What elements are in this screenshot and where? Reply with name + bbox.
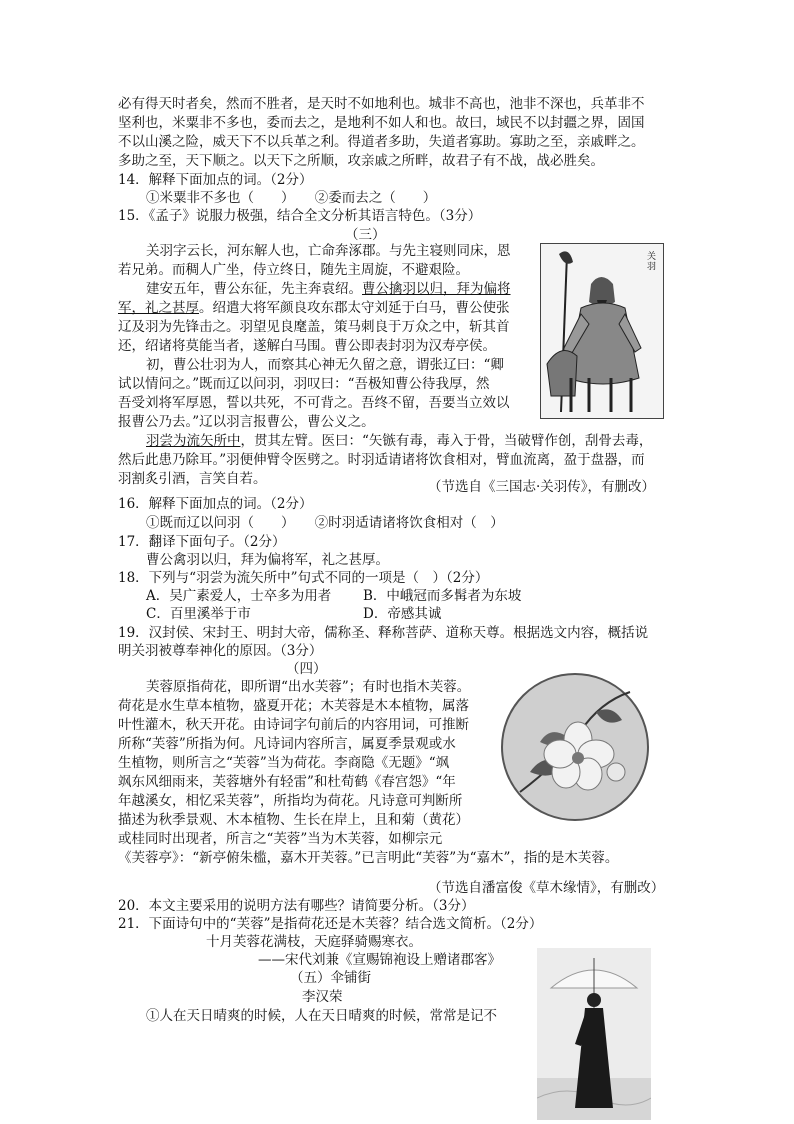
question-19-cont: 明关羽被尊奉神化的原因。（3分） <box>118 643 323 659</box>
text-line: 然后此患乃除耳。”羽便伸臂令医劈之。时羽适请诸将饮食相对，臂血流离，盈于盘器，而 <box>118 452 645 468</box>
text-line: 关羽字云长，河东解人也，亡命奔涿郡。与先主寝则同床，恩 <box>146 243 511 259</box>
text-line: 试以情问之。”既而辽以问羽，羽叹曰：“吾极知曹公待我厚，然 <box>118 376 490 392</box>
text-line <box>146 281 511 298</box>
source-note: （节选自《三国志·关羽传》，有删改） <box>428 479 656 495</box>
text-line: 不以山溪之险，威天下不以兵革之利。得道者多助，失道者寡助。寡助之至，亲戚畔之。 <box>118 134 645 150</box>
question-14-items: ①米粟非不多也（ ） ②委而去之（ ） <box>146 190 437 206</box>
question-21: 21．下面诗句中的“芙蓉”是指荷花还是木芙蓉？结合选文简析。（2分） <box>118 916 543 932</box>
underlined-sentence: 曹公擒羽以归，拜为偏将 <box>362 281 511 297</box>
question-15: 15．《孟子》说服力极强，结合全文分析其语言特色。（3分） <box>118 208 482 224</box>
section-heading: （四） <box>286 661 327 677</box>
text-line: 若兄弟。而稠人广坐，侍立终日，随先主周旋，不避艰险。 <box>118 262 469 278</box>
text-line: 或桂同时出现者，所言之“芙蓉”当为木芙蓉，如柳宗元 <box>118 831 443 847</box>
text-line: 必有得天时者矣，然而不胜者，是天时不如地利也。城非不高也，池非不深也，兵革非不 <box>118 96 645 112</box>
text-line <box>146 433 652 450</box>
text-line: 吾受刘将军厚恩，誓以共死，不可背之。吾终不留，吾要当立效以 <box>118 395 510 411</box>
question-16: 16．解释下面加点的词。（2分） <box>118 496 313 512</box>
text-line: 所称“芙蓉”所指为何。凡诗词内容所言，属夏季景观或水 <box>118 736 456 752</box>
umbrella-figure-icon <box>537 948 651 1120</box>
underlined-sentence: 羽尝为流矢所中 <box>146 433 241 449</box>
question-18-option-d: D．帝感其诚 <box>363 606 442 622</box>
text-span: ，贯其左臂。医曰：“矢镞有毒，毒入于骨，当破臂作创，刮骨去毒， <box>240 433 653 449</box>
poem-line: 十月芙蓉花满枝，天庭驿骑赐寒衣。 <box>206 934 422 950</box>
question-14: 14．解释下面加点的词。（2分） <box>118 172 313 188</box>
text-line: 羽割炙引酒，言笑自若。 <box>118 471 267 487</box>
umbrella-woman-photo <box>537 948 651 1120</box>
section-heading: （五）伞铺街 <box>290 970 371 986</box>
author-name: 李汉荣 <box>302 989 343 1005</box>
section-heading: （三） <box>345 227 386 243</box>
text-line <box>118 300 510 317</box>
question-18: 18．下列与“羽尝为流矢所中”句式不同的一项是（ ）（2分） <box>118 570 489 586</box>
text-span: 。绍遣大将军颜良攻东郡太守刘延于白马，曹公使张 <box>199 300 510 316</box>
text-line: ①人在天日晴爽的时候，人在天日晴爽的时候，常常是记不 <box>146 1008 497 1024</box>
question-17-sentence: 曹公禽羽以归，拜为偏将军，礼之甚厚。 <box>146 552 389 568</box>
underlined-sentence: 军，礼之甚厚 <box>118 300 199 316</box>
question-16-items: ①既而辽以问羽（ ） ②时羽适请诸将饮食相对（ ） <box>146 515 504 531</box>
text-span: 建安五年，曹公东征，先主奔袁绍。 <box>146 281 362 297</box>
text-line: 坚利也，米粟非不多也，委而去之，是地利不如人和也。故曰，域民不以封疆之界，固国 <box>118 115 645 131</box>
text-line: 还，绍诸将莫能当者，遂解白马围。曹公即表封羽为汉寿亭侯。 <box>118 338 496 354</box>
source-note: （节选自潘富俊《草木缘情》，有删改） <box>428 880 665 896</box>
text-line: 荷花是水生草本植物，盛夏开花；木芙蓉是木本植物，属落 <box>118 698 469 714</box>
hibiscus-flower-icon <box>500 672 650 822</box>
question-17: 17．翻译下面句子。（2分） <box>118 534 286 550</box>
text-line: 多助之至，天下顺之。以天下之所顺，攻亲戚之所畔，故君子有不战，战必胜矣。 <box>118 153 604 169</box>
text-line: 芙蓉原指荷花，即所谓“出水芙蓉”；有时也指木芙蓉。 <box>146 679 471 695</box>
poem-source: ——宋代刘兼《宣赐锦袍设上赠诸郡客》 <box>258 952 501 968</box>
text-line: 辽及羽为先锋击之。羽望见良麾盖，策马刺良于万众之中，斩其首 <box>118 319 510 335</box>
text-line: 描述为秋季景观、木本植物、生长在岸上，且和菊（黄花） <box>118 812 469 828</box>
question-18-option-c: C．百里溪举于市 <box>146 606 251 622</box>
text-line: 生植物，则所言之“芙蓉”当为荷花。李商隐《无题》“飒 <box>118 755 450 771</box>
text-line: 初，曹公壮羽为人，而察其心神无久留之意，谓张辽曰：“卿 <box>146 357 504 373</box>
text-line: 年越溪女，相忆采芙蓉”，所指均为荷花。凡诗意可判断所 <box>118 793 463 809</box>
question-19: 19．汉封侯、宋封王、明封大帝，儒称圣、释称菩萨、道称天尊。根据选文内容，概括说 <box>118 625 649 641</box>
text-line: 飒东风细雨来，芙蓉塘外有轻雷”和杜荀鹤《春宫怨》“年 <box>118 774 456 790</box>
question-20: 20．本文主要采用的说明方法有哪些？请简要分析。（3分） <box>118 898 475 914</box>
image-caption: 关羽 <box>647 252 657 272</box>
text-line: 《芙蓉亭》：“新亭俯朱槛，嘉木开芙蓉。”已言明此“芙蓉”为“嘉木”，指的是木芙蓉。 <box>118 850 619 866</box>
text-line: 报曹公乃去。”辽以羽言报曹公，曹公义之。 <box>118 414 375 430</box>
guan-yu-figure-icon <box>541 244 663 418</box>
hibiscus-illustration <box>500 672 650 822</box>
text-line: 叶性灌木，秋天开花。由诗词字句前后的内容用词，可推断 <box>118 717 469 733</box>
question-18-option-a: A．吴广素爱人，士卒多为用者 <box>146 588 332 604</box>
question-18-option-b: B．中峨冠而多髯者为东坡 <box>363 588 522 604</box>
guan-yu-illustration <box>540 243 664 419</box>
